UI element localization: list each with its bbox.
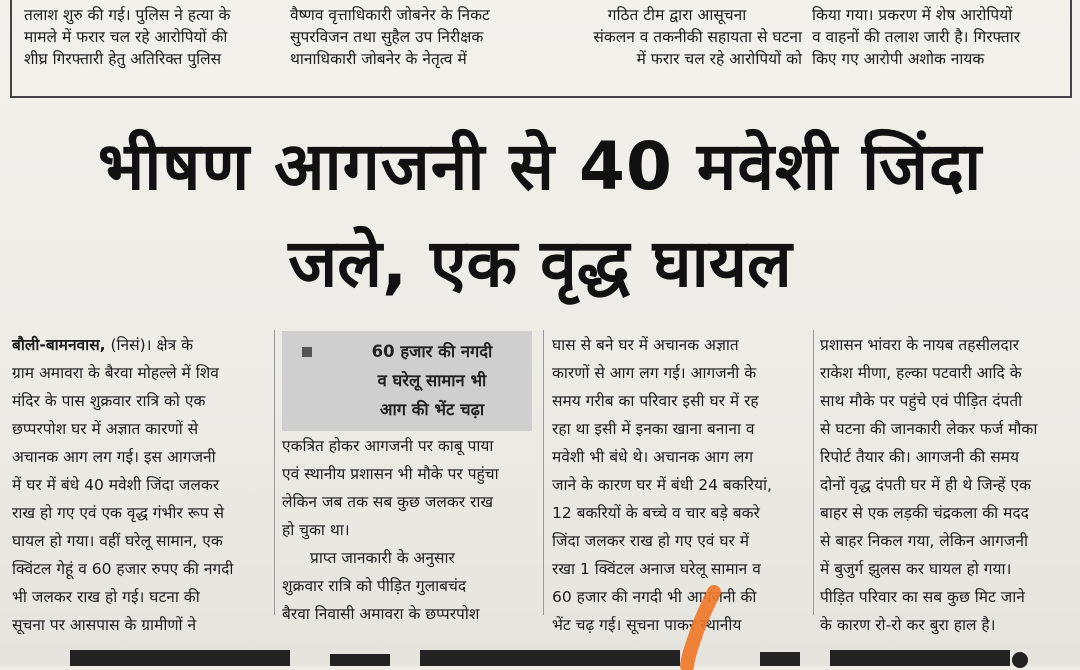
cropped-glyph-tops — [0, 636, 1080, 666]
text-line: शुक्रवार रात्रि को पीड़ित गुलाबचंद — [282, 577, 467, 595]
headline-line-2: जले, एक वृद्ध घायल — [288, 225, 792, 302]
next-headline-cropped — [0, 636, 1080, 666]
text-line: संकलन व तकनीकी सहायता से घटना — [593, 28, 802, 46]
text-line: से बाहर निकल गया, लेकिन आगजनी — [820, 532, 1028, 550]
text-line: मवेशी भी बंधे थे। अचानक आग लग — [552, 448, 754, 466]
text-line: लेकिन जब तक सब कुछ जलकर राख — [282, 493, 494, 511]
text-line: दोनों वृद्ध दंपती घर में ही थे जिन्हें एक — [820, 476, 1031, 494]
text-line: भी जलकर राख हो गई। घटना की — [12, 588, 200, 606]
text-line: जाने के कारण घर में बंधी 24 बकरियां, — [552, 476, 772, 494]
text-line: किया गया। प्रकरण में शेष आरोपियों — [812, 6, 1013, 24]
text-line: शीघ्र गिरफ्तारी हेतु अतिरिक्त पुलिस — [24, 50, 222, 68]
dateline: बौली-बामनवास, — [12, 336, 106, 354]
text-line: प्रशासन भांवरा के नायब तहसीलदार — [820, 336, 1020, 354]
text-line: में फरार चल रहे आरोपियों को — [636, 50, 802, 68]
text-line: वैष्णव वृत्ताधिकारी जोबनेर के निकट — [290, 6, 490, 24]
text-line: भेंट चढ़ गई। सूचना पाकर स्थानीय — [552, 616, 742, 634]
text-line: रखा 1 क्विंटल अनाज घरेलू सामान व — [552, 560, 761, 578]
text-line: बाहर से एक लड़की चंद्रकला की मदद — [820, 504, 1029, 522]
text-line: के कारण रो-रो कर बुरा हाल है। — [820, 616, 996, 634]
headline-line-1: भीषण आगजनी से 40 मवेशी जिंदा — [97, 128, 983, 205]
text-line: राख हो गए एवं एक वृद्ध गंभीर रूप से — [12, 504, 224, 522]
highlight-line: 60 हजार की नगदी — [371, 342, 493, 361]
text-line: सुपरविजन तथा सुहैल उप निरीक्षक — [290, 28, 484, 46]
text-line: एकत्रित होकर आगजनी पर काबू पाया — [282, 437, 494, 455]
text-line: व वाहनों की तलाश जारी है। गिरफ्तार — [812, 28, 1021, 46]
text-line: छप्परपोश घर में अज्ञात कारणों से — [12, 420, 199, 438]
text-line: गठित टीम द्वारा आसूचना — [607, 6, 747, 24]
text-line: बैरवा निवासी अमावरा के छप्परपोश — [282, 605, 480, 623]
text-line: 12 बकरियों के बच्चे व चार बड़े बकरे — [552, 504, 760, 522]
text-line: अचानक आग लग गई। इस आगजनी — [12, 448, 216, 466]
text-line: ग्राम अमावरा के बैरवा मोहल्ले में शिव — [12, 364, 219, 382]
text-line: मंदिर के पास शुक्रवार रात्रि को एक — [12, 392, 206, 410]
text-line: में बुजुर्ग झुलस कर घायल हो गया। — [820, 560, 1012, 578]
text-line: मामले में फरार चल रहे आरोपियों की — [24, 28, 228, 46]
text-line: पीड़ित परिवार का सब कुछ मिट जाने — [820, 588, 1025, 606]
text-line: से घटना की जानकारी लेकर फर्ज मौका — [820, 420, 1038, 438]
text-line: क्विंटल गेहूं व 60 हजार रुपए की नगदी — [12, 560, 234, 578]
text-line: में घर में बंधे 40 मवेशी जिंदा जलकर — [12, 476, 220, 494]
text-line: घायल हो गया। वहीं घरेलू सामान, एक — [12, 532, 223, 550]
text-fragment: (निसं)। क्षेत्र के — [105, 336, 193, 354]
text-line: कारणों से आग लग गई। आगजनी के — [552, 364, 757, 382]
text-line: साथ मौके पर पहुंचे एवं पीड़ित दंपती — [820, 392, 1023, 410]
text-line: 60 हजार की नगदी भी आगजनी की — [552, 588, 757, 606]
highlight-line: आग की भेंट चढ़ा — [379, 400, 485, 419]
text-line: प्राप्त जानकारी के अनुसार — [310, 549, 455, 567]
text-line: राकेश मीणा, हल्का पटवारी आदि के — [820, 364, 1022, 382]
text-line: किए गए आरोपी अशोक नायक — [812, 50, 985, 68]
text-line: एवं स्थानीय प्रशासन भी मौके पर पहुंचा — [282, 465, 499, 483]
text-line: समय गरीब का परिवार इसी घर में रह — [552, 392, 759, 410]
highlight-line: व घरेलू सामान भी — [377, 371, 487, 390]
text-line: सूचना पर आसपास के ग्रामीणों ने — [12, 616, 197, 634]
text-line: रहा था इसी में इनका खाना बनाना व — [552, 420, 755, 438]
text-line: घास से बने घर में अचानक अज्ञात — [552, 336, 739, 354]
text-line: तलाश शुरु की गई। पुलिस ने हत्या के — [24, 6, 231, 24]
text-line: जिंदा जलकर राख हो गए एवं घर में — [552, 532, 750, 550]
text-line: रिपोर्ट तैयार की। आगजनी की समय — [820, 448, 1019, 466]
text-line: हो चुका था। — [282, 521, 350, 539]
text-line: थानाधिकारी जोबनेर के नेतृत्व में — [290, 50, 467, 68]
